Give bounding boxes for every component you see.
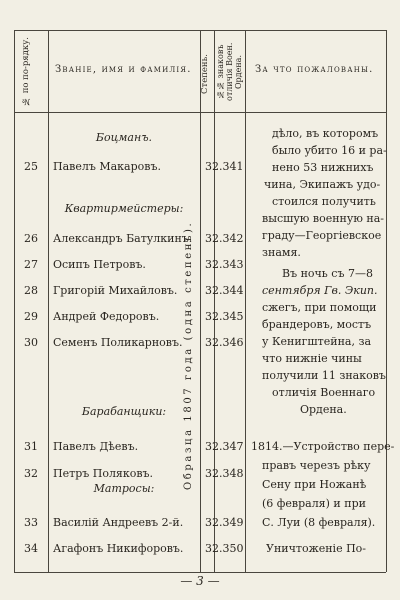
page-number: — 3 — (180, 574, 220, 588)
rule-header-bottom (14, 112, 386, 113)
rule-bottom (14, 572, 386, 573)
reason-line: граду—Георгіевское (262, 229, 382, 242)
reason-line: Сену при Ножанѣ (262, 478, 367, 491)
row-number: 31 (24, 440, 38, 453)
row-number: 29 (24, 310, 38, 323)
row-number: 32 (24, 467, 38, 480)
row-badge: 32.349 (205, 516, 244, 529)
row-badge: 32.346 (205, 336, 244, 349)
reason-line: Уничтоженіе По- (266, 542, 367, 555)
reason-line: что нижніе чины (262, 352, 362, 365)
header-name: Званіе, имя и фамилія. (55, 64, 192, 75)
row-badge: 32.343 (205, 258, 244, 271)
row-name: Андрей Федоровъ. (53, 310, 160, 323)
row-name: Павелъ Макаровъ. (53, 160, 161, 173)
reason-line: нено 53 нижнихъ (272, 161, 374, 174)
group-heading-drummers: Барабанщики: (81, 405, 167, 418)
rule-top (14, 30, 386, 31)
row-number: 26 (24, 232, 38, 245)
row-badge: 32.341 (205, 160, 244, 173)
row-name: Александръ Батулкинъ. (53, 232, 193, 245)
reason-line: Въ ночь съ 7—8 (282, 267, 373, 280)
row-name: Петръ Поляковъ. (53, 467, 154, 480)
group-heading-quartermasters: Квартирмейстеры: (64, 202, 184, 215)
row-name: Григорій Михайловъ. (53, 284, 178, 297)
reason-line: 1814.—Устройство пере- (251, 440, 395, 453)
reason-line: правъ черезъ рѣку (262, 459, 371, 472)
reason-line: Ордена. (300, 403, 347, 416)
reason-line: стоился получить (272, 195, 376, 208)
row-badge: 32.345 (205, 310, 244, 323)
group-heading-sailors: Матросы: (93, 482, 155, 495)
reason-line: чина, Экипажъ удо- (264, 178, 381, 191)
row-number: 30 (24, 336, 38, 349)
row-name: Агафонъ Никифоровъ. (53, 542, 184, 555)
row-number: 27 (24, 258, 38, 271)
reason-line: сентября Гв. Экип. (262, 284, 378, 297)
row-number: 25 (24, 160, 38, 173)
reason-line: высшую военную на- (262, 212, 385, 225)
reason-line: знамя. (262, 246, 301, 259)
reason-line: было убито 16 и ра- (272, 144, 387, 157)
row-number: 33 (24, 516, 38, 529)
row-name: Василій Андреевъ 2-й. (53, 516, 184, 529)
group-heading-boatmen: Боцманъ. (95, 131, 153, 144)
row-name: Осипъ Петровъ. (53, 258, 146, 271)
reason-line: отличія Военнаго (272, 386, 376, 399)
header-number: № по по-рядку. (21, 37, 31, 107)
header-degree: Степень. (200, 54, 210, 94)
reason-line: (6 февраля) и при (262, 497, 366, 510)
row-name: Павелъ Дѣевъ. (53, 440, 139, 453)
row-badge: 32.350 (205, 542, 244, 555)
header-reason: За что пожалованы. (255, 64, 374, 75)
degree-note: Образца 1807 года (одна степень). (183, 220, 194, 490)
row-number: 34 (24, 542, 38, 555)
row-badge: 32.348 (205, 467, 244, 480)
rule-right (386, 30, 387, 572)
row-badge: 32.347 (205, 440, 244, 453)
reason-line: С. Луи (8 февраля). (262, 516, 376, 529)
row-name: Семенъ Поликарновъ. (53, 336, 183, 349)
reason-line: сжегъ, при помощи (262, 301, 377, 314)
reason-line: получили 11 знаковъ (262, 369, 386, 382)
reason-line: дѣло, въ которомъ (272, 127, 379, 140)
row-badge: 32.342 (205, 232, 244, 245)
reason-line: брандеровъ, мостъ (262, 318, 372, 331)
reason-line: у Кенигштейна, за (262, 335, 372, 348)
row-badge: 32.344 (205, 284, 244, 297)
row-number: 28 (24, 284, 38, 297)
header-badge-numbers: №№ знаковъ отличія Воен. Ордена. (216, 42, 243, 102)
